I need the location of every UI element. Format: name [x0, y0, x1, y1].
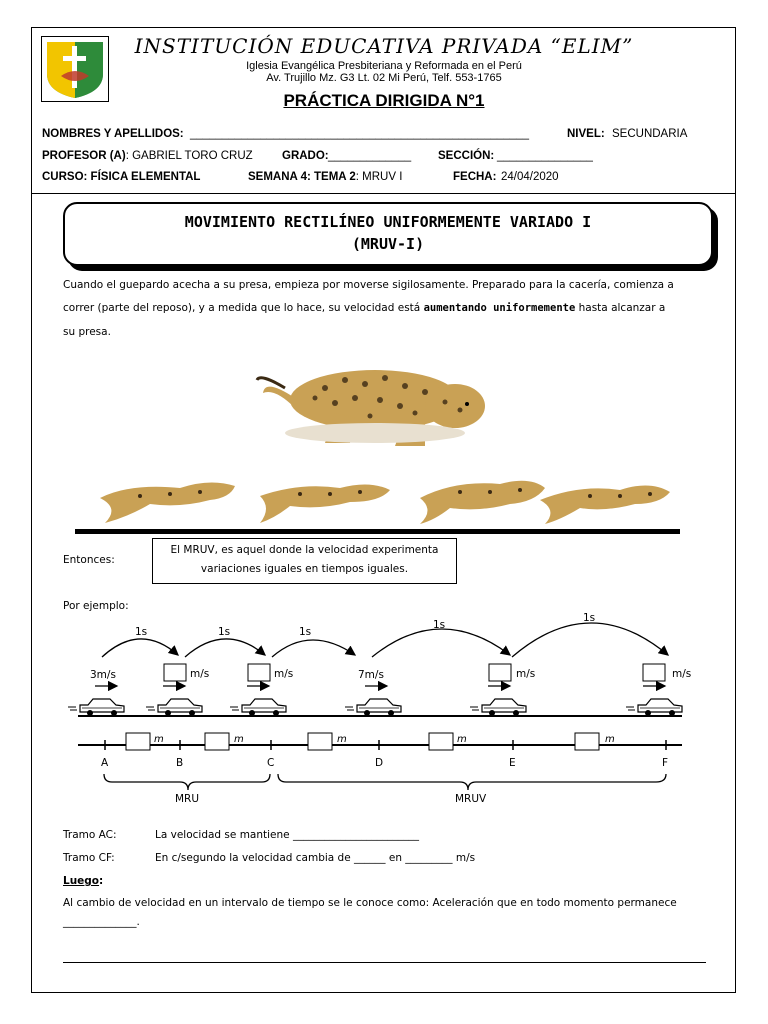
distance-unit-label: m: [605, 734, 615, 745]
week-value: : MRUV I: [355, 171, 403, 183]
time-label: 1s: [583, 612, 596, 624]
practice-title: PRÁCTICA DIRIGIDA N°1: [283, 91, 485, 110]
intro-line3: su presa.: [63, 326, 111, 338]
week-row: [248, 171, 402, 183]
speed-unit-label: m/s: [274, 668, 294, 680]
distance-blank-box: [205, 733, 229, 750]
ground-line: [75, 529, 680, 534]
teacher-label: PROFESOR (A): [42, 150, 126, 162]
time-label: 1s: [135, 626, 148, 638]
section-field[interactable]: _______________: [497, 150, 593, 162]
car-icon: [470, 699, 526, 716]
teacher-row: [42, 150, 253, 162]
speed-unit-label: m/s: [190, 668, 210, 680]
school-logo: [41, 36, 109, 102]
mruv-brace: [278, 774, 666, 790]
topic-title-box: [63, 202, 713, 266]
point-label: D: [375, 757, 384, 769]
intro-line2-start: correr (parte del reposo), y a medida que lo hace, su velocidad está: [63, 302, 421, 314]
topic-title-line1: MOVIMIENTO RECTILÍNEO UNIFORMEMENTE VARIADO I: [184, 213, 592, 231]
tramo-cf-answer[interactable]: En c/segundo la velocidad cambia de ______ en _________ m/s: [155, 852, 476, 864]
running-cheetahs-image: [90, 468, 680, 530]
header-separator: [31, 193, 736, 194]
then-label: Luego: [63, 875, 100, 887]
car-icon: [230, 699, 286, 716]
intro-line1: Cuando el guepardo acecha a su presa, empieza por moverse sigilosamente. Preparado para la cacería, comienza a: [63, 279, 674, 291]
speed-blank-box: [248, 664, 270, 681]
section-label: SECCIÓN:: [438, 150, 495, 162]
car-icon: [146, 699, 202, 716]
mruv-label: MRUV: [455, 793, 487, 805]
distance-blank-box: [575, 733, 599, 750]
speed-unit-label: m/s: [516, 668, 536, 680]
initial-speed-label: 3m/s: [90, 669, 116, 681]
point-label: F: [662, 757, 669, 769]
time-arc: [102, 639, 178, 657]
tramo-cf-label: Tramo CF:: [63, 852, 115, 864]
date-label: FECHA:: [453, 171, 497, 183]
point-label: C: [267, 757, 275, 769]
point-label: B: [176, 757, 184, 769]
grade-field[interactable]: _____________: [328, 150, 412, 162]
grade-label: GRADO:: [282, 150, 329, 162]
course-label: CURSO: FÍSICA ELEMENTAL: [42, 171, 201, 183]
then-colon: :: [99, 875, 104, 887]
example-label: Por ejemplo:: [63, 600, 129, 612]
time-arc: [512, 623, 668, 657]
date-value: 24/04/2020: [501, 171, 559, 183]
speed-blank-box: [164, 664, 186, 681]
speed-unit-label: m/s: [672, 668, 692, 680]
time-arc: [185, 639, 265, 657]
institution-address: Av. Trujillo Mz. G3 Lt. 02 Mi Perú, Telf. 553-1765: [266, 72, 502, 84]
distance-blank-box: [126, 733, 150, 750]
speed-blank-box: [643, 664, 665, 681]
tramo-ac-label: Tramo AC:: [63, 829, 117, 841]
distance-unit-label: m: [234, 734, 244, 745]
church-name: Iglesia Evangélica Presbiteriana y Reformada en el Perú: [246, 60, 522, 72]
names-label: NOMBRES Y APELLIDOS:: [42, 128, 184, 140]
point-label: A: [101, 757, 109, 769]
time-arc: [372, 629, 510, 657]
definition-box: [152, 538, 457, 584]
distance-blank-box: [308, 733, 332, 750]
then-heading: [63, 875, 103, 887]
intro-highlight: aumentando uniformemente: [423, 302, 576, 314]
intro-line2-end: hasta alcanzar a: [578, 302, 666, 314]
level-label: NIVEL:: [567, 128, 605, 140]
topic-title-line2: (MRUV-I): [351, 235, 425, 253]
answer-line[interactable]: [63, 962, 706, 963]
time-label: 1s: [299, 626, 312, 638]
institution-name: INSTITUCIÓN EDUCATIVA PRIVADA “ELIM”: [134, 34, 634, 58]
definition-line2: variaciones iguales en tiempos iguales.: [200, 563, 409, 575]
time-label: 1s: [433, 619, 446, 631]
point-label: E: [509, 757, 516, 769]
conclusion-text: Al cambio de velocidad en un intervalo de tiempo se le conoce como: Aceleración que en todo momento permanece: [63, 897, 677, 909]
mru-label: MRU: [175, 793, 200, 805]
mru-brace: [104, 774, 270, 790]
car-icon: [626, 699, 682, 716]
car-icon: [68, 699, 124, 716]
conclusion-blank[interactable]: ______________.: [63, 916, 140, 928]
distance-unit-label: m: [337, 734, 347, 745]
level-value: SECUNDARIA: [612, 128, 688, 140]
week-label: SEMANA 4: TEMA 2: [248, 171, 356, 183]
names-field[interactable]: _____________________________________________________: [190, 128, 529, 140]
distance-unit-label: m: [457, 734, 467, 745]
motion-diagram: [0, 605, 768, 820]
definition-line1: El MRUV, es aquel donde la velocidad experimenta: [170, 544, 439, 556]
intro-line2: [63, 302, 665, 314]
speed-blank-box: [489, 664, 511, 681]
teacher-value: : GABRIEL TORO CRUZ: [125, 150, 253, 162]
tramo-ac-answer[interactable]: La velocidad se mantiene ________________________: [155, 829, 419, 841]
time-arc: [272, 640, 355, 657]
car-icon: [345, 699, 401, 716]
time-label: 1s: [218, 626, 231, 638]
distance-unit-label: m: [154, 734, 164, 745]
mid-speed-label: 7m/s: [358, 669, 384, 681]
distance-blank-box: [429, 733, 453, 750]
crouching-cheetah-image: [255, 318, 500, 448]
definition-label: Entonces:: [63, 554, 115, 566]
